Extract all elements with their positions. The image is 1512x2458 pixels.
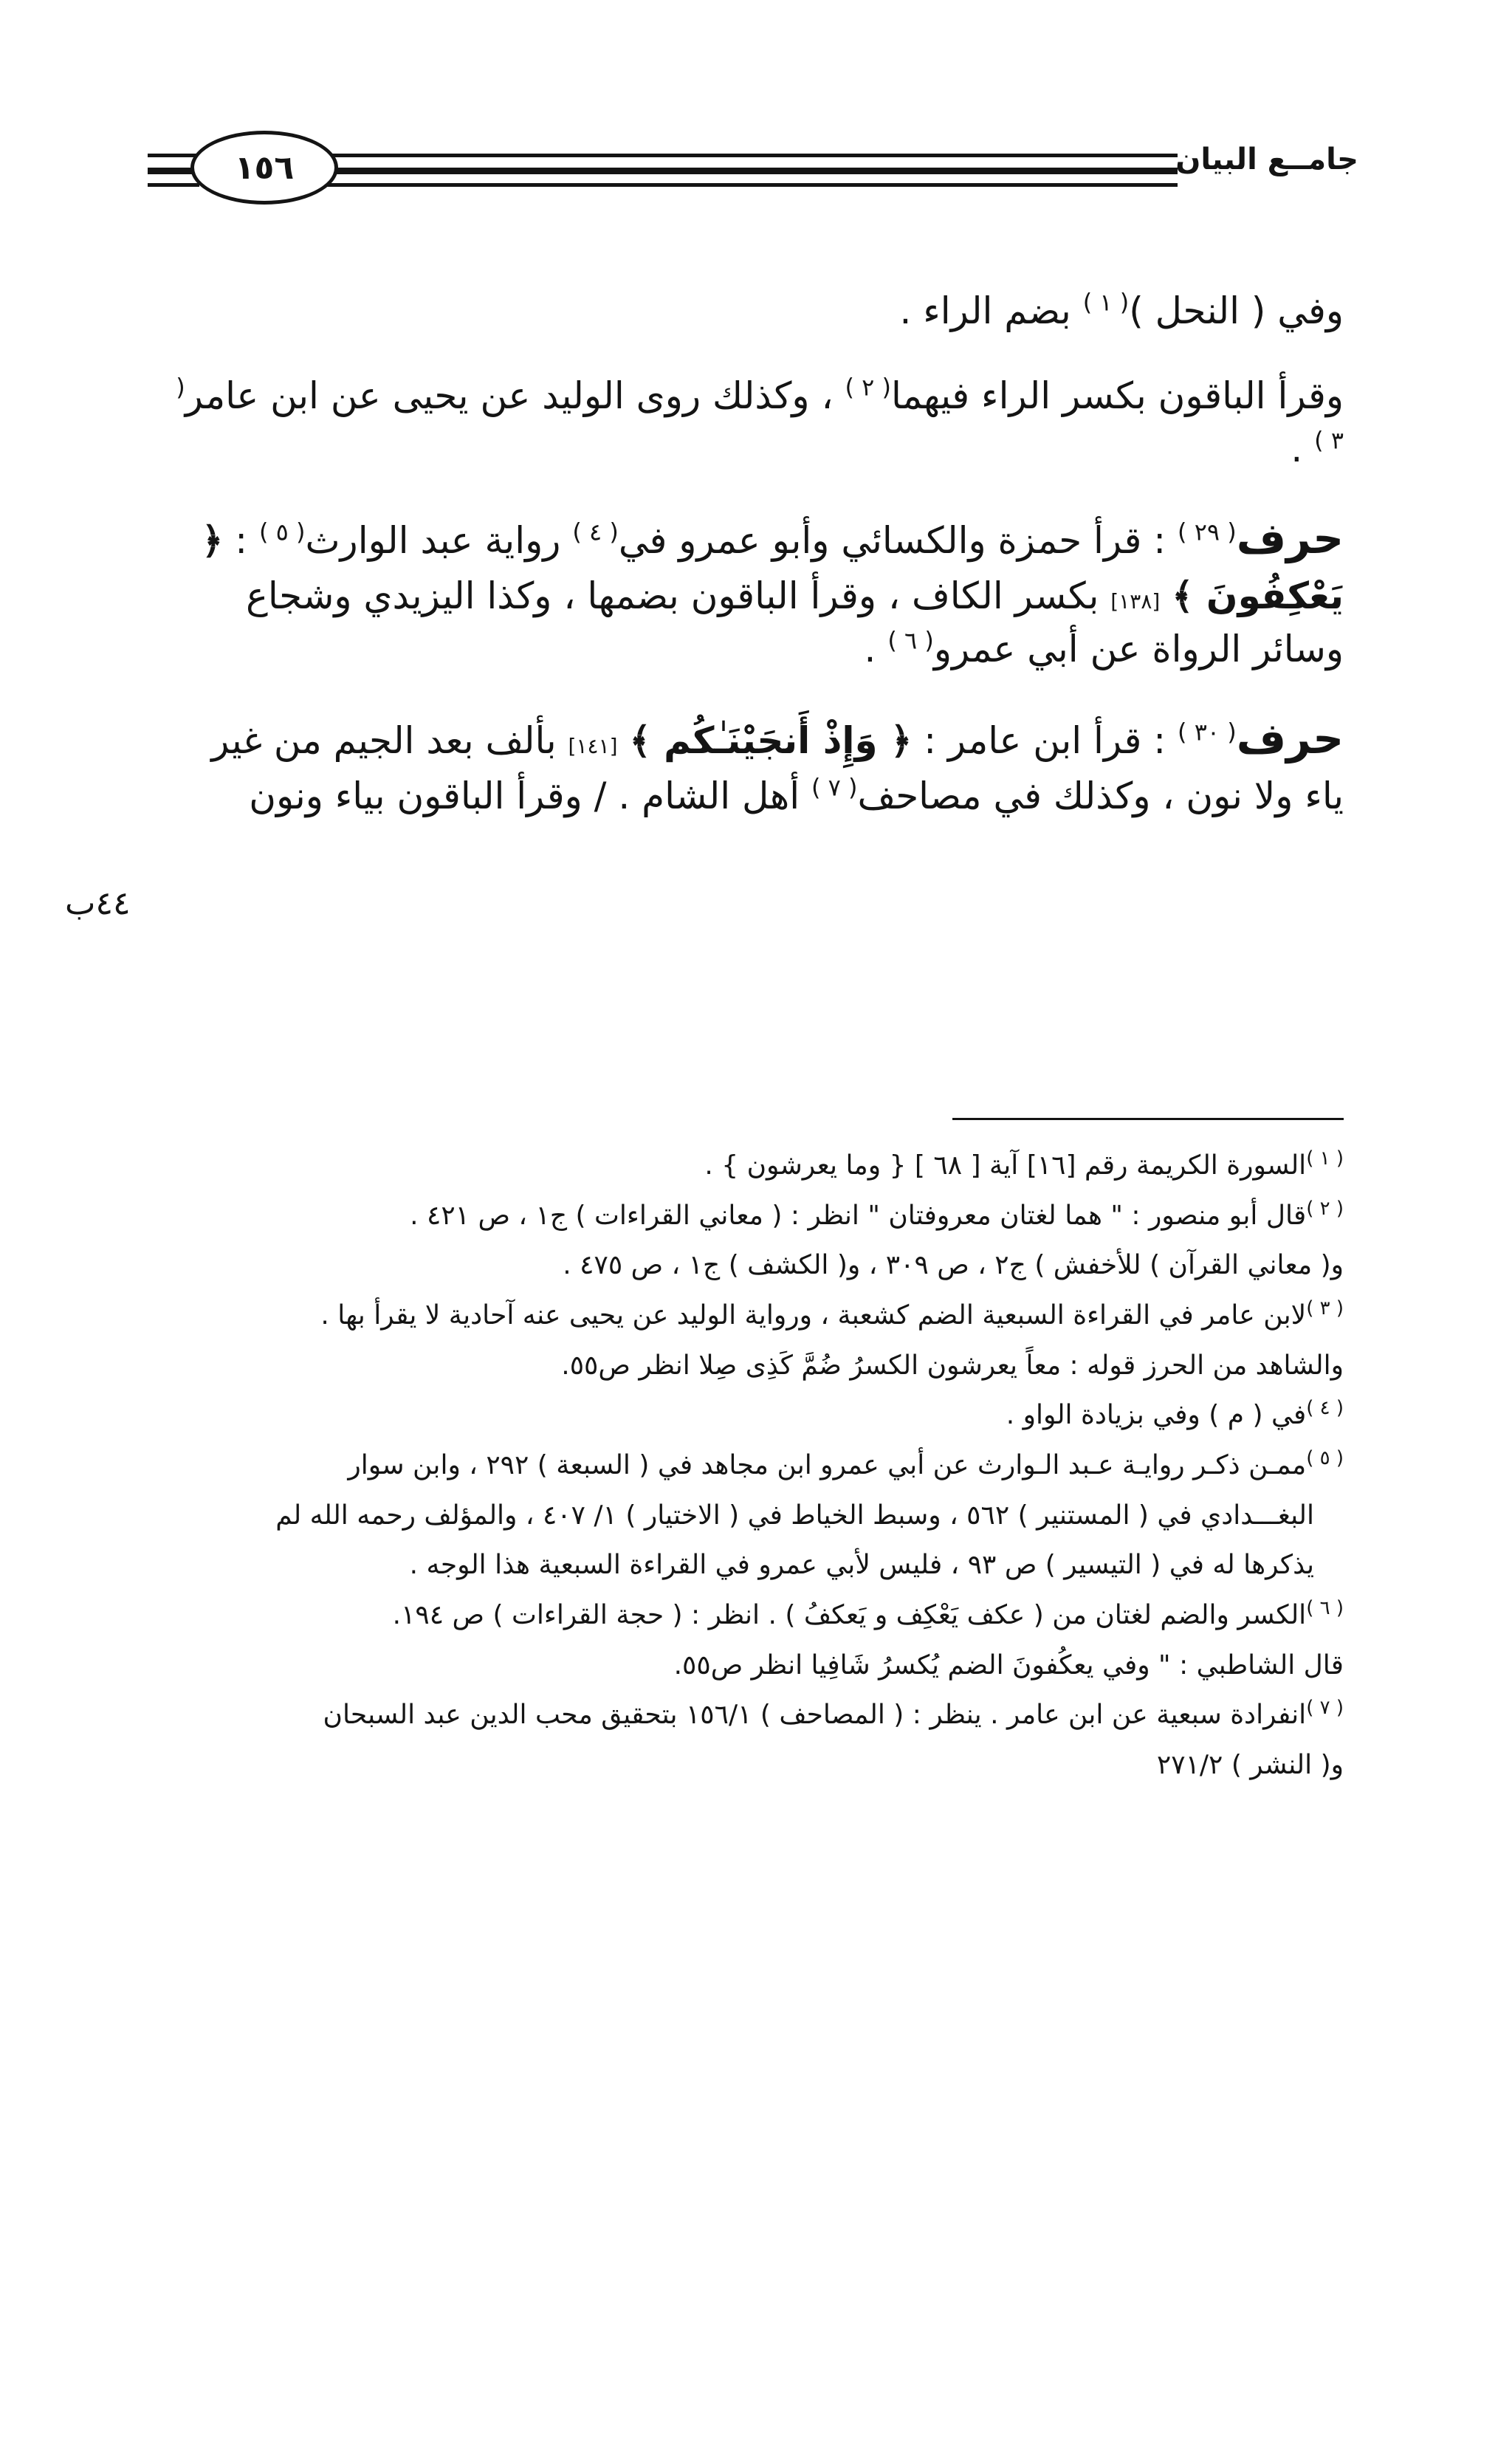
header-rule	[317, 183, 1178, 187]
header-rule	[148, 154, 199, 157]
text-run: أهل الشام . / وقرأ الباقون بياء ونون	[249, 774, 812, 817]
footnote-line	[170, 1141, 1344, 1191]
text-run: .	[864, 628, 888, 671]
footnote-ref: ( ٣٠ )	[1178, 717, 1237, 746]
footnote-line	[170, 1491, 1344, 1541]
text-run: وقرأ الباقون بكسر الراء فيهما	[890, 374, 1344, 417]
text-run: : قرأ حمزة والكسائي وأبو عمرو في	[618, 518, 1178, 562]
footnote-text: قال الشاطبي : " وفي يعكُفونَ الضم يُكسرُ شَافِيا انظر ص٥٥.	[673, 1649, 1344, 1681]
aya-number: [١٣٨]	[1110, 588, 1161, 614]
footnote-line	[170, 1540, 1344, 1590]
quran-word: ﴿ يَعْكِفُونَ ﴾	[202, 518, 1344, 617]
footnote-text: ممـن ذكـر روايـة عـبد الـوارث عن أبي عمرو ابن مجاهد في ( السبعة ) ٢٩٢ ، وابن سوار	[348, 1450, 1307, 1481]
header-rule	[317, 154, 1178, 157]
paragraph	[170, 369, 1344, 476]
text-run: بكسر الكاف ، وقرأ الباقون بضمها ، وكذا اليزيدي وشجاع وسائر الرواة عن أبي عمرو	[246, 574, 1344, 671]
running-title: جامــع البيان	[1175, 143, 1358, 176]
footnote-line	[170, 1690, 1344, 1740]
footnote-number: ( ٣ )	[1306, 1297, 1344, 1320]
footnote-text: يذكرها له في ( التيسير ) ص ٩٣ ، فليس لأبي عمرو في القراءة السبعية هذا الوجه .	[409, 1550, 1314, 1581]
footnote-number: ( ٦ )	[1306, 1597, 1344, 1620]
footnote-number: ( ٢ )	[1306, 1197, 1344, 1220]
footnote-line	[170, 1240, 1344, 1291]
footnote-ref: ( ٣ )	[176, 372, 1344, 455]
paragraph	[170, 507, 1344, 676]
footnote-text: قال أبو منصور : " هما لغتان معروفتان " انظر : ( معاني القراءات ) ج١ ، ص ٤٢١ .	[410, 1200, 1307, 1231]
footnote-ref: ( ١ )	[1082, 288, 1130, 317]
footnote-line	[170, 1441, 1344, 1491]
header-rule	[148, 183, 199, 187]
quran-word: ﴿ وَإِذْ أَنجَيْنَـٰكُم ﴾	[629, 718, 913, 762]
main-text	[170, 284, 1344, 854]
footnote-line	[170, 1341, 1344, 1391]
footnote-line	[170, 1740, 1344, 1791]
text-run: وفي ( النحل )	[1129, 289, 1344, 332]
text-run: ، وكذلك روى الوليد عن يحيى عن ابن عامر	[185, 374, 845, 417]
footnote-ref: ( ٦ )	[887, 626, 934, 655]
manuscript-folio-note: ٤٤ب	[65, 885, 131, 922]
footnote-line	[170, 1641, 1344, 1691]
footnote-ref: ( ٢٩ )	[1178, 517, 1237, 546]
footnote-number: ( ٤ )	[1306, 1397, 1344, 1420]
paragraph	[170, 284, 1344, 338]
footnote-text: السورة الكريمة رقم [١٦] آية [ ٦٨ ] { وما يعرشون } .	[704, 1150, 1307, 1181]
harf-heading: حرف	[1236, 512, 1344, 563]
text-run: :	[223, 518, 259, 562]
footnote-text: انفرادة سبعية عن ابن عامر . ينظر : ( المصاحف ) ١٥٦/١ بتحقيق محب الدين عبد السبحان	[323, 1700, 1307, 1731]
header-rule	[317, 168, 1178, 174]
text-run: رواية عبد الوارث	[305, 518, 573, 562]
footnote-text: و( النشر ) ٢٧١/٢	[1156, 1750, 1344, 1781]
footnote-number: ( ٧ )	[1306, 1697, 1344, 1720]
footnote-text: البغـــدادي في ( المستنير ) ٥٦٢ ، وسبط الخياط في ( الاختيار ) ١/ ٤٠٧ ، والمؤلف رحمه الله لم	[275, 1500, 1314, 1531]
footnote-line	[170, 1590, 1344, 1641]
text-run: : قرأ ابن عامر :	[912, 718, 1178, 762]
footnote-text: و( معاني القرآن ) للأخفش ) ج٢ ، ص ٣٠٩ ، و( الكشف ) ج١ ، ص ٤٧٥ .	[563, 1250, 1344, 1281]
aya-number: [١٤١]	[568, 733, 618, 758]
footnote-line	[170, 1291, 1344, 1341]
harf-heading: حرف	[1236, 713, 1344, 763]
footnote-ref: ( ٤ )	[572, 517, 619, 546]
text-run: .	[1291, 428, 1315, 470]
page-header	[148, 129, 1358, 210]
footnote-number: ( ٥ )	[1306, 1447, 1344, 1470]
footnote-line	[170, 1390, 1344, 1441]
footnote-text: الكسر والضم لغتان من ( عكف يَعْكِف و يَعكفُ ) . انظر : ( حجة القراءات ) ص ١٩٤.	[392, 1600, 1307, 1631]
footnote-ref: ( ٧ )	[811, 773, 858, 802]
footnotes	[170, 1141, 1344, 1791]
footnote-separator	[952, 1118, 1344, 1120]
page-number: ١٥٦	[190, 131, 338, 205]
footnote-number: ( ١ )	[1306, 1147, 1344, 1170]
footnote-line	[170, 1191, 1344, 1241]
footnote-text: والشاهد من الحرز قوله : معاً يعرشون الكسرُ ضُمَّ كَذِى صِلا انظر ص٥٥.	[561, 1350, 1344, 1381]
footnote-ref: ( ٥ )	[258, 517, 306, 546]
paragraph	[170, 707, 1344, 823]
footnote-text: في ( م ) وفي بزيادة الواو .	[1006, 1400, 1307, 1431]
text-run: بضم الراء .	[899, 289, 1083, 332]
footnote-ref: ( ٢ )	[845, 372, 891, 401]
footnote-text: لابن عامر في القراءة السبعية الضم كشعبة ، ورواية الوليد عن يحيى عنه آحادية لا يقرأ بها .	[320, 1300, 1307, 1331]
text-run: بألف بعد الجيم من غير ياء ولا نون ، وكذلك في مصاحف	[211, 718, 1344, 817]
